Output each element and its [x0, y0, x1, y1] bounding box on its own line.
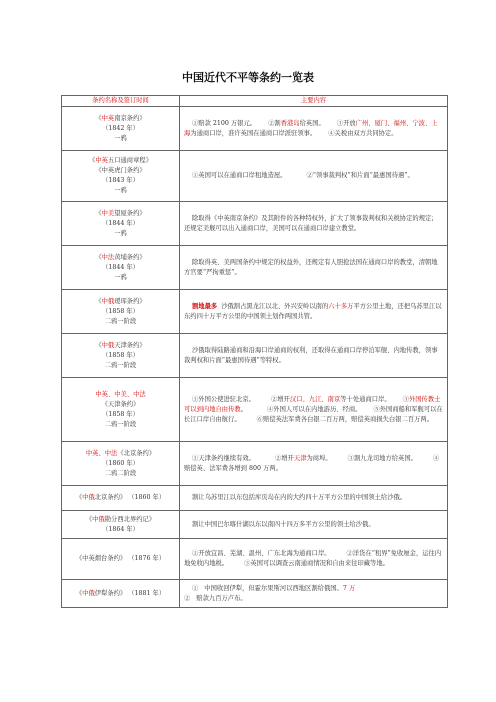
text-segment: 为商埠。 ③割九龙司地方给英国。 ④赔偿英、法军费各增到 800 万两。: [184, 454, 440, 472]
treaty-name-line: [66, 410, 175, 420]
treaty-name-cell: [62, 442, 180, 486]
text-segment: 香港岛: [280, 119, 300, 127]
text-segment: 黄埔条约》: [114, 253, 146, 261]
text-segment: ①开放宜昌、芜湖、温州、广东北海为通商口岸。 ②洋货在“租界”免收厘金，运往内地免收内地税。 ③英国可以调查云南通商情况和自由来往印藏等地。: [184, 550, 442, 567]
treaty-name-line: [66, 166, 175, 176]
table-row: [62, 107, 448, 151]
text-segment: 一鸦: [114, 134, 127, 142]
text-segment: 《: [75, 494, 83, 501]
text-segment: 伊犁条约》 （1881 年）: [94, 589, 166, 597]
treaty-content-cell: [180, 334, 448, 378]
treaty-name-line: [66, 134, 175, 144]
treaty-content-cell: [180, 378, 448, 442]
text-segment: 二鸦一阶段: [104, 317, 137, 325]
text-segment: （1860 年）: [102, 459, 139, 467]
text-segment: 北京条约》 （1860 年）: [94, 494, 166, 501]
treaty-name-line: [66, 400, 175, 410]
text-segment: 瑷珲条约》: [114, 297, 146, 305]
text-segment: 五口通商章程》: [107, 157, 152, 164]
table-row: [62, 378, 448, 442]
treaty-table: [61, 95, 448, 608]
text-segment: 中英、中法: [85, 449, 118, 457]
text-segment: 外国传教士可以到内地自由传教: [184, 395, 441, 413]
treaty-name-cell: [62, 107, 180, 151]
treaty-name-cell: [62, 151, 180, 202]
treaty-content-cell: [180, 511, 448, 539]
treaty-name-line: [66, 515, 175, 525]
text-segment: 除取得英、美两国条约中规定的权益外，还规定有人胆抢法国在通商口岸的教堂，清朝地方官要“严拘重惩”。: [184, 258, 438, 276]
table-row: [62, 580, 448, 608]
treaty-name-cell: [62, 486, 180, 511]
treaty-name-line: [66, 253, 175, 263]
text-segment: 割地最多: [192, 302, 218, 310]
treaty-name-line: [66, 554, 175, 564]
table-row: [62, 202, 448, 246]
text-segment: 平方公里土地，还把乌苏里江以东约四十万平方公里的中国领土划作两国共管。: [184, 302, 442, 320]
text-segment: 《中英虎门条约》: [95, 167, 146, 174]
text-segment: ①天津条约继续有效。 ②增开: [192, 454, 294, 462]
text-segment: 中法: [101, 253, 115, 261]
treaty-name-line: [66, 219, 175, 229]
text-segment: 六十多万: [328, 302, 354, 310]
treaty-name-cell: [62, 511, 180, 539]
table-row: [62, 246, 448, 290]
text-segment: 《: [89, 157, 96, 164]
treaty-content-cell: [180, 580, 448, 608]
text-segment: 广州、厦门、福州、宁波、上海: [184, 119, 438, 137]
treaty-content-cell: [180, 202, 448, 246]
treaty-name-cell: [62, 539, 180, 580]
text-segment: 等十处通商口岸。 ③: [340, 395, 409, 403]
text-segment: 汉口、九江、南京: [289, 395, 341, 403]
text-segment: （1858 年）: [102, 307, 139, 315]
table-row: [62, 486, 448, 511]
treaty-name-line: [66, 186, 175, 196]
treaty-name-line: [66, 273, 175, 283]
treaty-content-cell: [180, 442, 448, 486]
text-segment: 《北京条约》: [117, 449, 156, 457]
text-segment: 《: [85, 515, 93, 523]
treaty-content-cell: [180, 107, 448, 151]
treaty-name-line: [66, 390, 175, 400]
table-row: [62, 539, 448, 580]
text-segment: 勘分西北界约记》: [104, 515, 156, 523]
text-segment: （1843 年）: [102, 177, 139, 184]
page-title: 中国近代不平等条约一览表: [182, 71, 314, 84]
text-segment: 《: [95, 114, 102, 122]
treaty-content-cell: [180, 246, 448, 290]
text-segment: 一鸦: [114, 187, 127, 194]
treaty-name-line: [66, 589, 175, 599]
text-segment: 《: [75, 589, 83, 597]
text-segment: （1844 年）: [102, 219, 139, 227]
text-segment: 中英、中美、中法: [95, 390, 146, 398]
table-row: [62, 511, 448, 539]
text-segment: 一鸦: [114, 229, 127, 237]
treaty-name-cell: [62, 202, 180, 246]
treaty-name-line: [66, 469, 175, 479]
treaty-name-line: [66, 209, 175, 219]
text-segment: 《: [95, 253, 102, 261]
table-body: [62, 107, 448, 608]
text-segment: 给英国。 ③开放: [299, 119, 356, 127]
treaty-name-line: [66, 525, 175, 535]
text-segment: 天津: [293, 454, 307, 462]
text-segment: 天津条约》: [114, 341, 146, 349]
header-main-content: 主要内容: [180, 96, 448, 107]
table-header-row: [62, 96, 448, 107]
table-row: [62, 334, 448, 378]
text-segment: 割让乌苏里江以东包括库页岛在内的大约四十万平方公里的中国领土给沙俄。: [192, 494, 407, 501]
text-segment: ①英国可以在通商口岸租地造屋。 ②“领事裁判权”和片面“最惠国待遇”。: [192, 172, 414, 179]
text-segment: 《: [95, 209, 102, 217]
treaty-name-line: [66, 459, 175, 469]
text-segment: 二鸦一阶段: [104, 420, 137, 428]
header-treaty-name: 条约名称及签订时间: [62, 96, 180, 107]
treaty-name-line: [66, 229, 175, 239]
text-segment: 沙俄取得陆路通商和沿海口岸通商的权利，还取得在通商口岸停泊军舰、内地传教，领事裁判权和片面“最惠国待遇”等特权。: [184, 346, 438, 364]
treaty-name-line: [66, 361, 175, 371]
text-segment: ② 赔款九百万卢布。: [184, 594, 247, 602]
text-segment: 二鸦二阶段: [104, 469, 137, 477]
text-segment: 中俄: [92, 515, 105, 523]
text-segment: 中俄: [82, 589, 95, 597]
text-segment: 望厦条约》: [114, 209, 146, 217]
text-segment: 《: [95, 341, 102, 349]
text-segment: （1844 年）: [102, 263, 139, 271]
table-row: [62, 151, 448, 202]
treaty-content-cell: [180, 539, 448, 580]
treaty-name-cell: [62, 580, 180, 608]
text-segment: 《: [95, 297, 102, 305]
treaty-name-cell: [62, 290, 180, 334]
treaty-name-line: [66, 124, 175, 134]
text-segment: 沙俄割占黑龙江以北、外兴安岭以南的: [217, 302, 329, 310]
treaty-name-line: [66, 341, 175, 351]
treaty-content-cell: [180, 290, 448, 334]
text-segment: 中美: [101, 209, 115, 217]
treaty-name-line: [66, 176, 175, 186]
text-segment: 为通商口岸，准许英国在通商口岸派驻领事。 ④关税由双方共同协定。: [190, 129, 398, 137]
text-segment: ①外国公使进驻北京。 ②增开: [192, 395, 290, 403]
text-segment: 中英: [95, 157, 108, 164]
text-segment: ① 中国收回伊犁，但霍尔果斯河以西地区割给俄国。: [192, 584, 343, 592]
text-segment: （1864 年）: [102, 525, 139, 533]
text-segment: 割让中国巴尔喀什湖以东以南四十四万多平方公里的领土给沙俄。: [192, 520, 375, 528]
text-segment: 。 ④外国人可以在内地游历、经商。 ⑤外国商船和军舰可以在长江口岸自由航行。 ⑥赔偿英法军费各白银二百万两，赔偿英商损失白银二百万两。: [184, 405, 443, 423]
treaty-name-line: [66, 317, 175, 327]
text-segment: 中英: [101, 114, 115, 122]
treaty-content-cell: [180, 151, 448, 202]
text-segment: 除取得《中英南京条约》及其附件的各种特权外，扩大了领事裁判权和关税协定的规定；还规定美舰可以出入通商口岸，美国可以在通商口岸建立教堂。: [184, 214, 438, 232]
treaty-name-cell: [62, 246, 180, 290]
text-segment: 《天津条约》: [101, 400, 140, 408]
text-segment: 中俄: [82, 494, 95, 501]
treaty-name-line: [66, 114, 175, 124]
treaty-name-line: [66, 297, 175, 307]
treaty-name-line: [66, 156, 175, 166]
text-segment: 《中英烟台条约》 （1876 年）: [75, 555, 166, 562]
text-segment: 7 万: [342, 584, 356, 592]
table-row: [62, 290, 448, 334]
text-segment: 南京条约》: [114, 114, 146, 122]
text-segment: ①赔款 2100 万银元。 ②割: [192, 119, 281, 127]
treaty-name-line: [66, 493, 175, 503]
text-segment: 一鸦: [114, 273, 127, 281]
treaty-name-line: [66, 307, 175, 317]
treaty-name-line: [66, 351, 175, 361]
table-row: [62, 442, 448, 486]
text-segment: （1842 年）: [102, 124, 139, 132]
text-segment: 二鸦一阶段: [104, 361, 137, 369]
treaty-name-line: [66, 263, 175, 273]
treaty-name-line: [66, 449, 175, 459]
text-segment: （1858 年）: [102, 351, 139, 359]
treaty-name-cell: [62, 334, 180, 378]
treaty-name-line: [66, 420, 175, 430]
text-segment: （1858 年）: [102, 410, 139, 418]
text-segment: 中俄: [101, 297, 115, 305]
treaty-content-cell: [180, 486, 448, 511]
text-segment: 中俄: [101, 341, 115, 349]
treaty-name-cell: [62, 378, 180, 442]
